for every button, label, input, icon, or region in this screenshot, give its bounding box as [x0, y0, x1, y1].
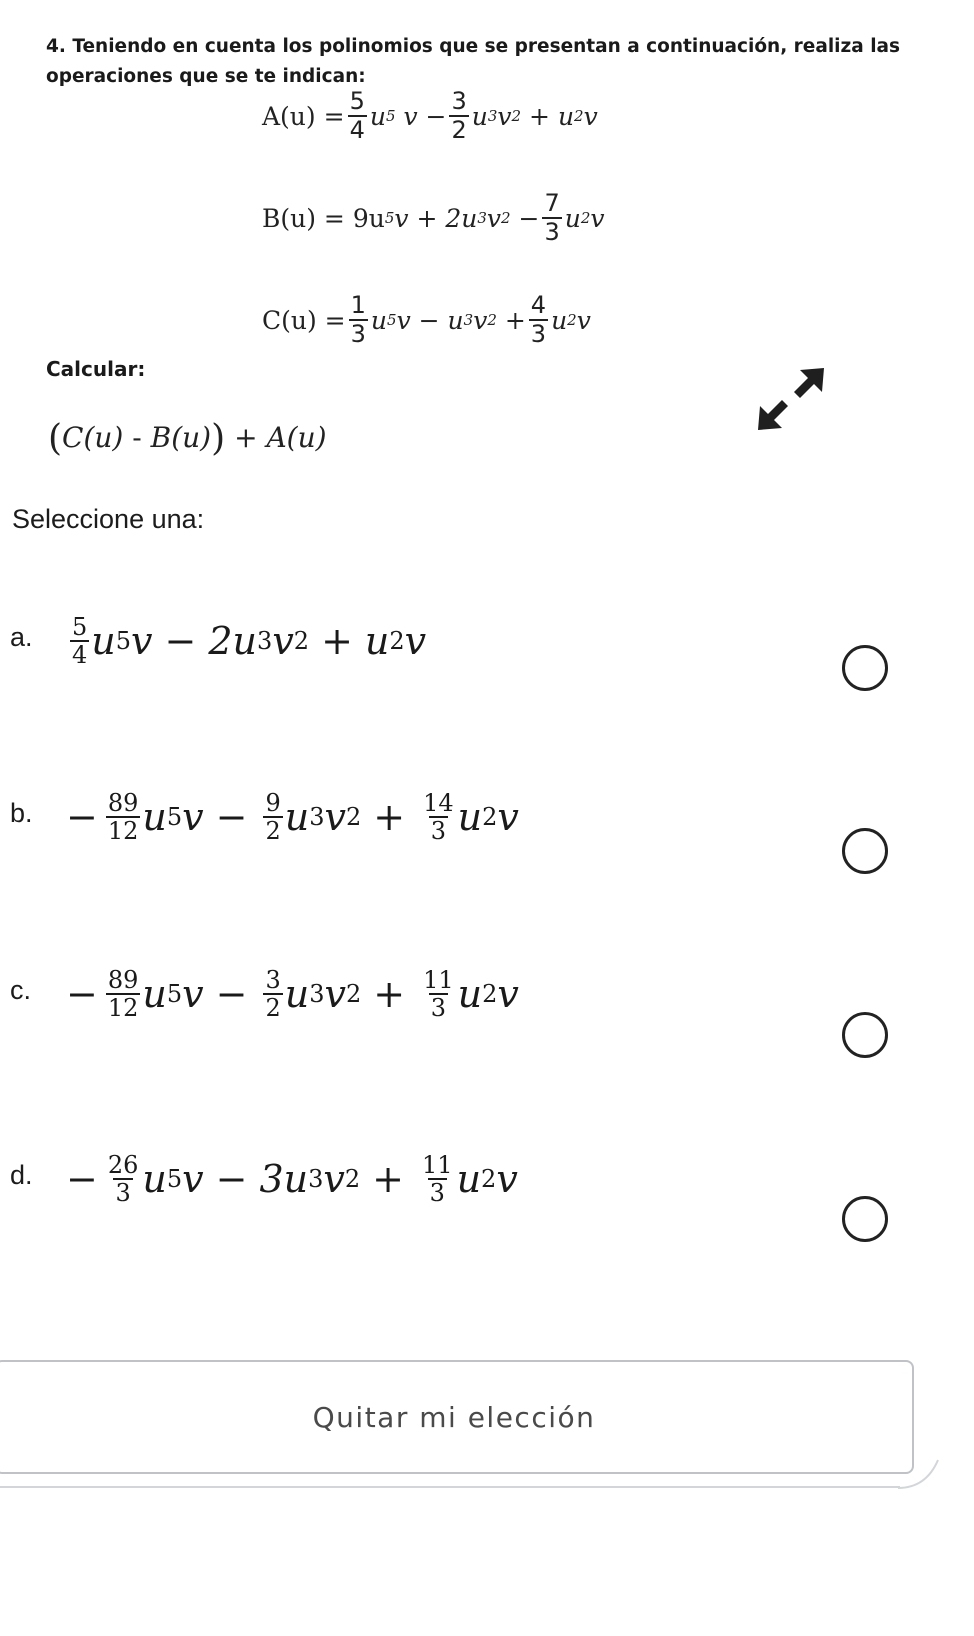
option-radio-a[interactable]: [842, 645, 888, 691]
clear-choice-button[interactable]: Quitar mi elección: [0, 1360, 914, 1474]
polynomial-c: C(u) = $\frac{1}{3}$ u 5 v − u 3 v 2 + $\frac{4}{3}$ u 2 v: [262, 291, 591, 348]
poly-b-frac1: $\frac{7}{3}$: [544, 189, 560, 246]
fraction: $\frac{3}{2}$: [265, 966, 281, 1022]
expand-diagonal-arrows-icon[interactable]: [756, 366, 826, 432]
fraction: $\frac{11}{3}$: [422, 1151, 453, 1207]
fraction: $\frac{11}{3}$: [423, 966, 454, 1022]
polynomial-b: B(u) = 9u 5 v + 2u 3 v 2 − $\frac{7}{3}$ u 2 v: [262, 189, 605, 246]
option-radio-b[interactable]: [842, 828, 888, 874]
option-radio-d[interactable]: [842, 1196, 888, 1242]
select-prompt: Seleccione una:: [12, 504, 205, 534]
poly-a-frac1: $\frac{5}{4}$: [349, 87, 365, 144]
fraction: $\frac{89}{12}$: [107, 966, 139, 1022]
polynomial-a: A(u) = $\frac{5}{4}$ u 5 v − $\frac{3}{2}$ u 3 v 2 + u 2 v: [262, 87, 598, 144]
poly-a-frac2: $\frac{3}{2}$: [451, 87, 467, 144]
fraction: $\frac{26}{3}$: [107, 1151, 139, 1207]
poly-b-lhs: B(u) = 9u: [262, 203, 385, 233]
option-letter: b.: [10, 798, 33, 828]
option-expression: − $\frac{89}{12}$ u 5 v − $\frac{9}{2}$ u 3 v 2 + $\frac{14}{3}$ u 2 v: [66, 789, 519, 845]
fraction: $\frac{89}{12}$: [107, 789, 139, 845]
poly-c-frac1: $\frac{1}{3}$: [350, 291, 366, 348]
poly-c-lhs: C(u) =: [262, 305, 346, 335]
bottom-divider: [0, 1486, 900, 1488]
poly-c-frac2: $\frac{4}{3}$: [530, 291, 547, 348]
poly-a-lhs: A(u) =: [262, 101, 345, 131]
option-radio-c[interactable]: [842, 1012, 888, 1058]
option-letter: c.: [10, 975, 32, 1005]
option-letter: d.: [10, 1160, 33, 1190]
calculate-label: Calcular:: [46, 357, 146, 381]
calculation-expression: (C(u) - B(u)) + A(u): [48, 418, 327, 459]
option-expression: 5 4 u 5 v − 2 u 3 v 2 + u 2 v: [72, 613, 427, 669]
bottom-corner-curve: [896, 1458, 940, 1490]
question-title: 4. Teniendo en cuenta los polinomios que se presentan a continuación, realiza las operaciones que se te indican:: [46, 36, 901, 87]
fraction: 5 4: [72, 613, 88, 669]
option-letter: a.: [10, 622, 33, 652]
fraction: $\frac{9}{2}$: [265, 789, 281, 845]
option-expression: − $\frac{26}{3}$ u 5 v − 3 u 3 v 2 + $\frac{11}{3}$ u 2 v: [66, 1151, 518, 1207]
option-expression: − $\frac{89}{12}$ u 5 v − $\frac{3}{2}$ u 3 v 2 + $\frac{11}{3}$ u 2 v: [66, 966, 519, 1022]
fraction: $\frac{14}{3}$: [423, 789, 454, 845]
